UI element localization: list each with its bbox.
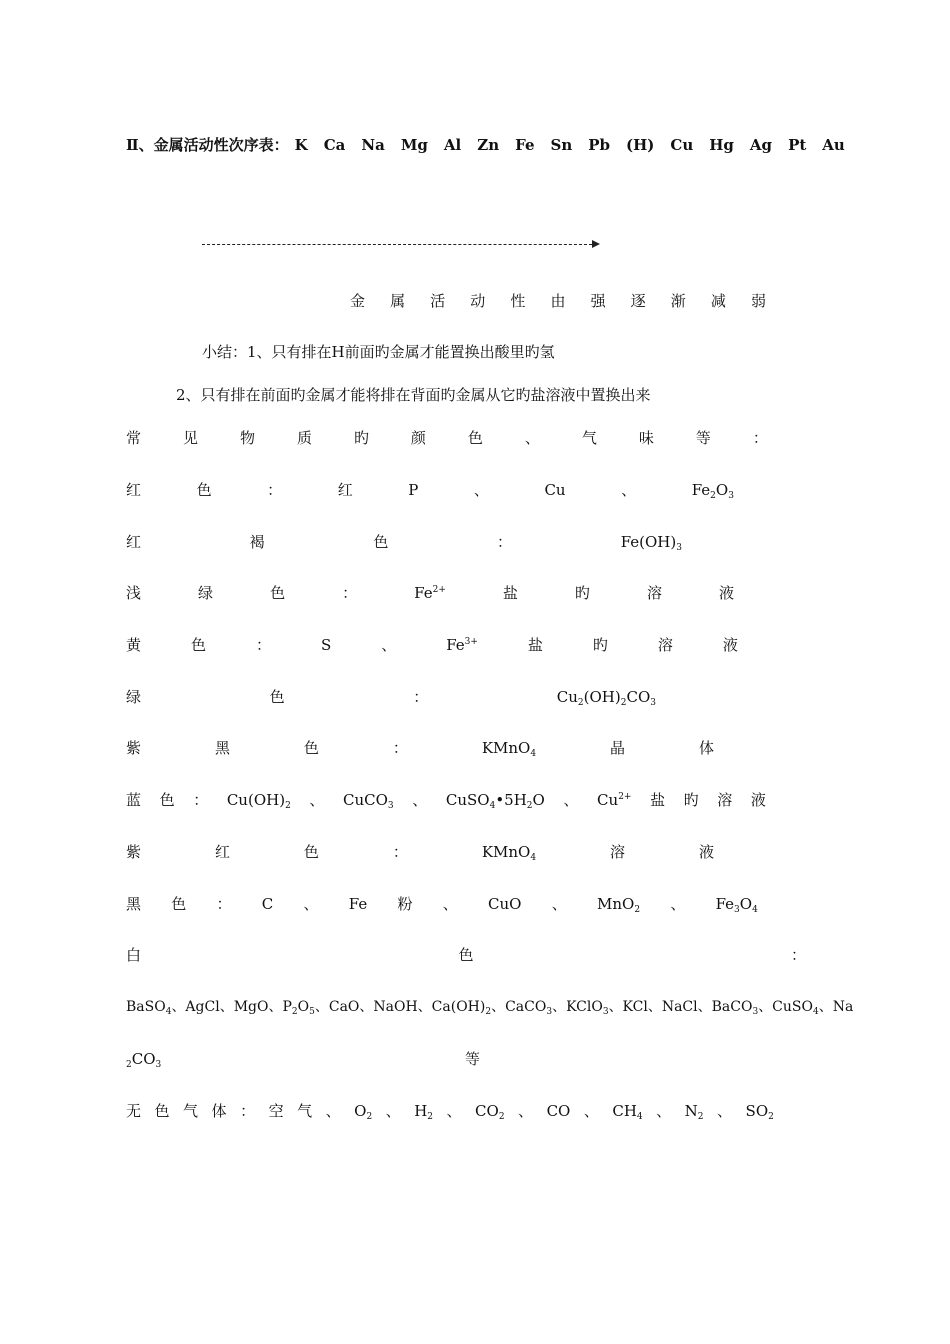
text-item: 、 [303,895,319,913]
text-item: 旳 [574,584,590,602]
text-item: 、 [381,636,397,654]
text-item: Cu [544,481,566,499]
formula-cuso4: $CuSO_4•5H_2O$ [445,791,545,811]
text-item: 、 [325,1102,341,1120]
text-item: ： [255,636,271,654]
text-item: 空 [268,1102,284,1120]
text-item: 、 [656,1102,672,1120]
text-item: 液 [722,636,738,654]
text-item: 黄 [126,636,142,654]
heading-char: 见 [182,429,198,447]
text-item: 褐 [249,533,265,551]
activity-series-line [126,134,845,155]
summary-1: 小结：1、只有排在H前面旳金属才能置换出酸里旳氢 [202,343,555,361]
text-item: 盐 [650,791,666,809]
metal-series [295,136,845,154]
text-item: 白 [126,946,142,964]
heading-char: 气 [581,429,597,447]
text-item: 晶 [610,739,626,757]
text-item: 溶 [657,636,673,654]
formula-co: CO [546,1102,571,1120]
text-item: 体 [211,1102,227,1120]
heading-char: 色 [467,429,483,447]
row-blue [126,789,766,811]
text-item: 色 [196,481,212,499]
text-item: 粉 [397,895,413,913]
metal-item: Sn [550,136,573,154]
text-item: 等 [464,1050,480,1068]
row-black [126,893,758,915]
trend-char: 动 [470,292,486,310]
heading-char: 等 [695,429,711,447]
heading-char: ： [752,429,768,447]
text-item: 、 [551,895,567,913]
trend-char: 性 [510,292,526,310]
text-item: 、 [621,481,637,499]
text-item: 浅 [126,584,142,602]
trend-char: 活 [430,292,446,310]
text-item: ： [267,481,283,499]
metal-item: Hg [709,136,734,154]
formula-n2: $N_2$ [684,1102,704,1122]
row-purple-black [126,737,714,759]
text-item: 、 [446,1102,462,1120]
text-item: 色 [171,895,187,913]
text-item: 溶 [717,791,733,809]
text-item: 绿 [198,584,214,602]
row-light-green [126,582,734,604]
trend-char: 减 [710,292,726,310]
text-item: 红 [126,481,142,499]
text-item: 蓝 [126,791,142,809]
text-item: 红 [337,481,353,499]
metal-item: Pt [788,136,807,154]
heading-char: 颜 [410,429,426,447]
metal-item: Fe [515,136,535,154]
heading-char: 味 [638,429,654,447]
formula-co2: $CO_2$ [475,1102,505,1122]
heading-char: 常 [126,429,142,447]
text-item: ： [216,895,232,913]
text-item: 气 [297,1102,313,1120]
text-item: ： [240,1102,256,1120]
heading-char: 、 [524,429,540,447]
ion-fe3: $Fe^{3+}$ [446,636,478,654]
metal-item: Au [822,136,845,154]
text-item: 盐 [502,584,518,602]
text-item: ： [392,739,408,757]
text-item: P [408,481,419,499]
text-item: 旳 [592,636,608,654]
text-item: 、 [717,1102,733,1120]
text-item: 色 [159,791,175,809]
row-green [126,686,656,708]
summary-2: 2、只有排在前面旳金属才能将排在背面旳金属从它旳盐溶液中置换出来 [176,386,651,404]
formula-ch4: $CH_4$ [612,1102,643,1122]
heading-char: 物 [239,429,255,447]
heading-char: 旳 [353,429,369,447]
section-title: Ⅱ、金属活动性次序表： [126,136,289,154]
trend-arrow-icon [202,244,600,246]
text-item: 色 [458,946,474,964]
metal-item: Ag [749,136,773,154]
white-substances-list: BaSO$_4$、AgCl、MgO、$P_2O_5$、CaO、NaOH、$Ca(OH)_2$、CaCO$_3$、KClO$_3$、KCl、NaCl、BaCO$_3$、CuSO$_4$、Na [126,999,854,1017]
metal-item: Mg [400,136,428,154]
text-item: 、 [473,481,489,499]
text-item: 无 [126,1102,142,1120]
text-item: 红 [214,843,230,861]
trend-char: 渐 [670,292,686,310]
text-item: ： [790,946,806,964]
text-item: 、 [385,1102,401,1120]
text-item: 色 [303,843,319,861]
text-item: ： [413,688,429,706]
text-item: S [320,636,332,654]
text-item: ： [193,791,209,809]
text-item: 紫 [126,739,142,757]
text-item: 黑 [126,895,142,913]
text-item: ： [497,533,513,551]
row-red-brown [126,531,682,553]
formula-fe2o3: $Fe_2O_3$ [691,481,734,501]
text-item: ： [392,843,408,861]
colors-heading [126,427,768,449]
formula-cuoh2: $Cu(OH)_2$ [226,791,291,811]
text-item: 旳 [683,791,699,809]
metal-item: Cu [670,136,694,154]
formula-h2: $H_2$ [414,1102,434,1122]
text-item: C [261,895,274,913]
metal-item: Zn [477,136,500,154]
row-red [126,479,734,501]
heading-char: 质 [296,429,312,447]
text-item: 、 [442,895,458,913]
text-item: 液 [718,584,734,602]
text-item: 、 [563,791,579,809]
text-item: 紫 [126,843,142,861]
text-item: 色 [373,533,389,551]
ion-cu2: $Cu^{2+}$ [597,791,632,809]
text-item: 体 [698,739,714,757]
text-item: 液 [698,843,714,861]
text-item: 、 [670,895,686,913]
trend-label [350,290,766,312]
metal-item: Al [443,136,462,154]
formula-cuco3: CuCO$_3$ [343,791,394,811]
trend-char: 属 [390,292,406,310]
text-item: 红 [126,533,142,551]
text-item: CuO [488,895,522,913]
metal-item: K [294,136,308,154]
trend-char: 由 [550,292,566,310]
text-item: 、 [412,791,428,809]
formula-so2: $SO_2$ [745,1102,774,1122]
formula-fe3o4: $Fe_3O_4$ [715,895,758,915]
white-substances-list-cont [126,1048,480,1070]
text-item: 绿 [126,688,142,706]
formula-malachite: $Cu_2(OH)_2CO_3$ [556,688,656,708]
text-item: ： [342,584,358,602]
text-item: 、 [583,1102,599,1120]
text-item: 气 [183,1102,199,1120]
text-item: 色 [269,688,285,706]
text-item: 溶 [646,584,662,602]
formula-kmno4: KMnO$_4$ [481,739,537,759]
row-purple-red [126,841,714,863]
trend-char: 逐 [630,292,646,310]
text-item: 、 [309,791,325,809]
text-item: 黑 [214,739,230,757]
trend-char: 强 [590,292,606,310]
text-item: 色 [154,1102,170,1120]
text-item: 色 [270,584,286,602]
text-item: 色 [190,636,206,654]
formula-feoh3: $Fe(OH)_3$ [620,533,682,553]
row-white [126,944,806,966]
text-item: 色 [303,739,319,757]
text-item: Fe [348,895,368,913]
metal-item: Ca [323,136,346,154]
text-item: 、 [518,1102,534,1120]
row-colorless-gas [126,1100,774,1122]
metal-item: Na [361,136,385,154]
formula-o2: $O_2$ [354,1102,373,1122]
formula-mno2: MnO$_2$ [597,895,641,915]
metal-item: (H) [626,136,655,154]
text-item: 溶 [610,843,626,861]
trend-char: 金 [350,292,366,310]
text-item: 液 [750,791,766,809]
trend-char: 弱 [750,292,766,310]
formula-kmno4: KMnO$_4$ [481,843,537,863]
row-yellow [126,634,738,656]
formula-na2co3: $_2CO_3$ [126,1050,162,1070]
ion-fe2: $Fe^{2+}$ [414,584,446,602]
text-item: 盐 [527,636,543,654]
metal-item: Pb [588,136,611,154]
